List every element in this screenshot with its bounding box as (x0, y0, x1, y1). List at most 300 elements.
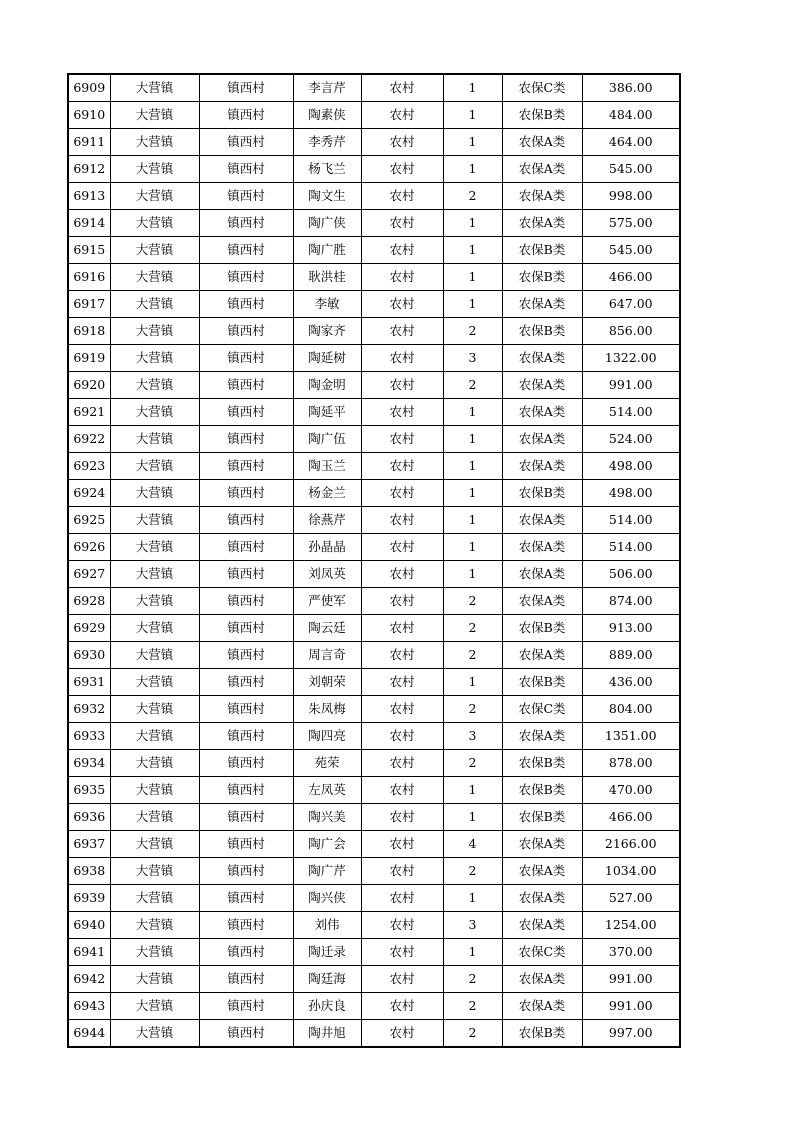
household-type-cell: 农村 (361, 74, 443, 102)
town-cell: 大营镇 (110, 885, 199, 912)
row-number-cell: 6917 (68, 291, 110, 318)
table-row (68, 74, 680, 102)
name-cell: 朱凤梅 (293, 696, 361, 723)
row-number-cell: 6934 (68, 750, 110, 777)
category-cell: 农保A类 (502, 561, 582, 588)
row-number-cell: 6942 (68, 966, 110, 993)
amount-cell: 1254.00 (582, 912, 680, 939)
name-cell: 陶云廷 (293, 615, 361, 642)
name-cell: 孙庆良 (293, 993, 361, 1020)
name-cell: 孙晶晶 (293, 534, 361, 561)
household-type-cell: 农村 (361, 750, 443, 777)
village-cell: 镇西村 (199, 669, 293, 696)
name-cell: 刘伟 (293, 912, 361, 939)
household-type-cell: 农村 (361, 426, 443, 453)
village-cell: 镇西村 (199, 210, 293, 237)
row-number-cell: 6925 (68, 507, 110, 534)
member-count-cell: 1 (443, 804, 502, 831)
category-cell: 农保B类 (502, 264, 582, 291)
table-row (68, 561, 680, 588)
household-type-cell: 农村 (361, 102, 443, 129)
amount-cell: 575.00 (582, 210, 680, 237)
village-cell: 镇西村 (199, 318, 293, 345)
town-cell: 大营镇 (110, 74, 199, 102)
amount-cell: 545.00 (582, 156, 680, 183)
household-type-cell: 农村 (361, 831, 443, 858)
row-number-cell: 6909 (68, 74, 110, 102)
table-row (68, 129, 680, 156)
document-sheet (67, 73, 681, 1048)
town-cell: 大营镇 (110, 534, 199, 561)
member-count-cell: 2 (443, 696, 502, 723)
member-count-cell: 4 (443, 831, 502, 858)
table-row (68, 588, 680, 615)
member-count-cell: 2 (443, 183, 502, 210)
category-cell: 农保B类 (502, 669, 582, 696)
row-number-cell: 6930 (68, 642, 110, 669)
table-row (68, 102, 680, 129)
table-row (68, 291, 680, 318)
name-cell: 陶廷海 (293, 966, 361, 993)
name-cell: 陶素侠 (293, 102, 361, 129)
village-cell: 镇西村 (199, 939, 293, 966)
allowance-table (67, 73, 681, 1048)
amount-cell: 878.00 (582, 750, 680, 777)
category-cell: 农保A类 (502, 966, 582, 993)
name-cell: 陶广胜 (293, 237, 361, 264)
village-cell: 镇西村 (199, 426, 293, 453)
table-row (68, 777, 680, 804)
table-row (68, 939, 680, 966)
name-cell: 李秀芹 (293, 129, 361, 156)
name-cell: 陶四亮 (293, 723, 361, 750)
name-cell: 陶迁录 (293, 939, 361, 966)
name-cell: 严使军 (293, 588, 361, 615)
name-cell: 陶金明 (293, 372, 361, 399)
category-cell: 农保B类 (502, 102, 582, 129)
category-cell: 农保A类 (502, 858, 582, 885)
town-cell: 大营镇 (110, 426, 199, 453)
row-number-cell: 6933 (68, 723, 110, 750)
row-number-cell: 6936 (68, 804, 110, 831)
row-number-cell: 6943 (68, 993, 110, 1020)
amount-cell: 464.00 (582, 129, 680, 156)
town-cell: 大营镇 (110, 561, 199, 588)
table-row (68, 993, 680, 1020)
amount-cell: 991.00 (582, 966, 680, 993)
amount-cell: 804.00 (582, 696, 680, 723)
amount-cell: 370.00 (582, 939, 680, 966)
member-count-cell: 1 (443, 777, 502, 804)
category-cell: 农保B类 (502, 1020, 582, 1048)
amount-cell: 647.00 (582, 291, 680, 318)
household-type-cell: 农村 (361, 345, 443, 372)
town-cell: 大营镇 (110, 912, 199, 939)
category-cell: 农保C类 (502, 74, 582, 102)
town-cell: 大营镇 (110, 291, 199, 318)
amount-cell: 997.00 (582, 1020, 680, 1048)
member-count-cell: 1 (443, 129, 502, 156)
town-cell: 大营镇 (110, 615, 199, 642)
household-type-cell: 农村 (361, 723, 443, 750)
amount-cell: 998.00 (582, 183, 680, 210)
table-row (68, 372, 680, 399)
table-row (68, 831, 680, 858)
amount-cell: 514.00 (582, 399, 680, 426)
household-type-cell: 农村 (361, 939, 443, 966)
village-cell: 镇西村 (199, 1020, 293, 1048)
table-row (68, 912, 680, 939)
category-cell: 农保B类 (502, 777, 582, 804)
name-cell: 李敏 (293, 291, 361, 318)
member-count-cell: 1 (443, 885, 502, 912)
row-number-cell: 6914 (68, 210, 110, 237)
row-number-cell: 6923 (68, 453, 110, 480)
row-number-cell: 6910 (68, 102, 110, 129)
category-cell: 农保A类 (502, 453, 582, 480)
village-cell: 镇西村 (199, 804, 293, 831)
amount-cell: 545.00 (582, 237, 680, 264)
member-count-cell: 2 (443, 858, 502, 885)
household-type-cell: 农村 (361, 507, 443, 534)
amount-cell: 514.00 (582, 507, 680, 534)
row-number-cell: 6919 (68, 345, 110, 372)
village-cell: 镇西村 (199, 507, 293, 534)
village-cell: 镇西村 (199, 399, 293, 426)
town-cell: 大营镇 (110, 966, 199, 993)
town-cell: 大营镇 (110, 210, 199, 237)
member-count-cell: 1 (443, 237, 502, 264)
row-number-cell: 6912 (68, 156, 110, 183)
village-cell: 镇西村 (199, 264, 293, 291)
village-cell: 镇西村 (199, 129, 293, 156)
amount-cell: 1351.00 (582, 723, 680, 750)
row-number-cell: 6921 (68, 399, 110, 426)
category-cell: 农保A类 (502, 399, 582, 426)
table-row (68, 156, 680, 183)
household-type-cell: 农村 (361, 480, 443, 507)
member-count-cell: 1 (443, 534, 502, 561)
category-cell: 农保A类 (502, 426, 582, 453)
member-count-cell: 1 (443, 939, 502, 966)
town-cell: 大营镇 (110, 1020, 199, 1048)
town-cell: 大营镇 (110, 480, 199, 507)
row-number-cell: 6937 (68, 831, 110, 858)
table-row (68, 399, 680, 426)
name-cell: 陶延树 (293, 345, 361, 372)
table-row (68, 318, 680, 345)
household-type-cell: 农村 (361, 129, 443, 156)
category-cell: 农保A类 (502, 507, 582, 534)
category-cell: 农保A类 (502, 723, 582, 750)
table-row (68, 642, 680, 669)
amount-cell: 991.00 (582, 993, 680, 1020)
town-cell: 大营镇 (110, 696, 199, 723)
household-type-cell: 农村 (361, 291, 443, 318)
household-type-cell: 农村 (361, 534, 443, 561)
amount-cell: 991.00 (582, 372, 680, 399)
village-cell: 镇西村 (199, 993, 293, 1020)
household-type-cell: 农村 (361, 804, 443, 831)
category-cell: 农保A类 (502, 885, 582, 912)
village-cell: 镇西村 (199, 561, 293, 588)
town-cell: 大营镇 (110, 372, 199, 399)
row-number-cell: 6920 (68, 372, 110, 399)
household-type-cell: 农村 (361, 588, 443, 615)
row-number-cell: 6944 (68, 1020, 110, 1048)
household-type-cell: 农村 (361, 561, 443, 588)
amount-cell: 874.00 (582, 588, 680, 615)
category-cell: 农保A类 (502, 372, 582, 399)
category-cell: 农保A类 (502, 642, 582, 669)
village-cell: 镇西村 (199, 102, 293, 129)
name-cell: 杨飞兰 (293, 156, 361, 183)
amount-cell: 889.00 (582, 642, 680, 669)
village-cell: 镇西村 (199, 372, 293, 399)
member-count-cell: 2 (443, 1020, 502, 1048)
name-cell: 徐燕芹 (293, 507, 361, 534)
amount-cell: 506.00 (582, 561, 680, 588)
amount-cell: 498.00 (582, 480, 680, 507)
household-type-cell: 农村 (361, 858, 443, 885)
member-count-cell: 1 (443, 210, 502, 237)
row-number-cell: 6941 (68, 939, 110, 966)
amount-cell: 470.00 (582, 777, 680, 804)
table-row (68, 669, 680, 696)
row-number-cell: 6915 (68, 237, 110, 264)
table-row (68, 480, 680, 507)
member-count-cell: 1 (443, 561, 502, 588)
household-type-cell: 农村 (361, 777, 443, 804)
village-cell: 镇西村 (199, 885, 293, 912)
category-cell: 农保A类 (502, 291, 582, 318)
amount-cell: 913.00 (582, 615, 680, 642)
household-type-cell: 农村 (361, 642, 443, 669)
amount-cell: 386.00 (582, 74, 680, 102)
table-row (68, 507, 680, 534)
member-count-cell: 2 (443, 372, 502, 399)
category-cell: 农保A类 (502, 156, 582, 183)
row-number-cell: 6935 (68, 777, 110, 804)
village-cell: 镇西村 (199, 750, 293, 777)
member-count-cell: 2 (443, 966, 502, 993)
town-cell: 大营镇 (110, 588, 199, 615)
amount-cell: 524.00 (582, 426, 680, 453)
table-row (68, 453, 680, 480)
category-cell: 农保B类 (502, 750, 582, 777)
amount-cell: 466.00 (582, 264, 680, 291)
household-type-cell: 农村 (361, 264, 443, 291)
town-cell: 大营镇 (110, 345, 199, 372)
town-cell: 大营镇 (110, 102, 199, 129)
name-cell: 周言奇 (293, 642, 361, 669)
village-cell: 镇西村 (199, 480, 293, 507)
name-cell: 左凤英 (293, 777, 361, 804)
category-cell: 农保A类 (502, 912, 582, 939)
household-type-cell: 农村 (361, 372, 443, 399)
category-cell: 农保B类 (502, 480, 582, 507)
town-cell: 大营镇 (110, 183, 199, 210)
member-count-cell: 1 (443, 291, 502, 318)
town-cell: 大营镇 (110, 318, 199, 345)
row-number-cell: 6916 (68, 264, 110, 291)
category-cell: 农保B类 (502, 615, 582, 642)
row-number-cell: 6922 (68, 426, 110, 453)
amount-cell: 484.00 (582, 102, 680, 129)
village-cell: 镇西村 (199, 74, 293, 102)
member-count-cell: 2 (443, 318, 502, 345)
village-cell: 镇西村 (199, 237, 293, 264)
name-cell: 苑荣 (293, 750, 361, 777)
household-type-cell: 农村 (361, 1020, 443, 1048)
household-type-cell: 农村 (361, 318, 443, 345)
name-cell: 陶家齐 (293, 318, 361, 345)
table-row (68, 264, 680, 291)
name-cell: 陶广伍 (293, 426, 361, 453)
household-type-cell: 农村 (361, 237, 443, 264)
member-count-cell: 1 (443, 156, 502, 183)
category-cell: 农保C类 (502, 939, 582, 966)
table-row (68, 426, 680, 453)
amount-cell: 1322.00 (582, 345, 680, 372)
member-count-cell: 2 (443, 588, 502, 615)
town-cell: 大营镇 (110, 750, 199, 777)
village-cell: 镇西村 (199, 966, 293, 993)
table-row (68, 210, 680, 237)
village-cell: 镇西村 (199, 858, 293, 885)
row-number-cell: 6940 (68, 912, 110, 939)
household-type-cell: 农村 (361, 696, 443, 723)
name-cell: 陶兴美 (293, 804, 361, 831)
village-cell: 镇西村 (199, 156, 293, 183)
village-cell: 镇西村 (199, 534, 293, 561)
table-row (68, 183, 680, 210)
household-type-cell: 农村 (361, 156, 443, 183)
village-cell: 镇西村 (199, 831, 293, 858)
name-cell: 陶兴侠 (293, 885, 361, 912)
town-cell: 大营镇 (110, 858, 199, 885)
category-cell: 农保A类 (502, 993, 582, 1020)
name-cell: 陶玉兰 (293, 453, 361, 480)
category-cell: 农保C类 (502, 696, 582, 723)
member-count-cell: 1 (443, 480, 502, 507)
name-cell: 刘凤英 (293, 561, 361, 588)
member-count-cell: 3 (443, 912, 502, 939)
category-cell: 农保A类 (502, 831, 582, 858)
name-cell: 陶延平 (293, 399, 361, 426)
name-cell: 杨金兰 (293, 480, 361, 507)
row-number-cell: 6938 (68, 858, 110, 885)
member-count-cell: 1 (443, 264, 502, 291)
table-row (68, 534, 680, 561)
member-count-cell: 1 (443, 426, 502, 453)
amount-cell: 514.00 (582, 534, 680, 561)
row-number-cell: 6928 (68, 588, 110, 615)
town-cell: 大营镇 (110, 777, 199, 804)
category-cell: 农保A类 (502, 534, 582, 561)
table-row (68, 723, 680, 750)
table-row (68, 858, 680, 885)
town-cell: 大营镇 (110, 156, 199, 183)
member-count-cell: 2 (443, 642, 502, 669)
category-cell: 农保A类 (502, 183, 582, 210)
household-type-cell: 农村 (361, 210, 443, 237)
name-cell: 陶广会 (293, 831, 361, 858)
name-cell: 陶广芹 (293, 858, 361, 885)
household-type-cell: 农村 (361, 912, 443, 939)
table-row (68, 345, 680, 372)
member-count-cell: 2 (443, 750, 502, 777)
town-cell: 大营镇 (110, 129, 199, 156)
member-count-cell: 3 (443, 345, 502, 372)
member-count-cell: 2 (443, 993, 502, 1020)
household-type-cell: 农村 (361, 966, 443, 993)
town-cell: 大营镇 (110, 804, 199, 831)
household-type-cell: 农村 (361, 453, 443, 480)
table-row (68, 750, 680, 777)
village-cell: 镇西村 (199, 723, 293, 750)
amount-cell: 436.00 (582, 669, 680, 696)
member-count-cell: 3 (443, 723, 502, 750)
town-cell: 大营镇 (110, 831, 199, 858)
amount-cell: 1034.00 (582, 858, 680, 885)
row-number-cell: 6929 (68, 615, 110, 642)
village-cell: 镇西村 (199, 588, 293, 615)
member-count-cell: 1 (443, 102, 502, 129)
name-cell: 刘朝荣 (293, 669, 361, 696)
member-count-cell: 2 (443, 615, 502, 642)
village-cell: 镇西村 (199, 615, 293, 642)
town-cell: 大营镇 (110, 237, 199, 264)
row-number-cell: 6927 (68, 561, 110, 588)
household-type-cell: 农村 (361, 615, 443, 642)
amount-cell: 527.00 (582, 885, 680, 912)
category-cell: 农保A类 (502, 345, 582, 372)
town-cell: 大营镇 (110, 264, 199, 291)
village-cell: 镇西村 (199, 912, 293, 939)
town-cell: 大营镇 (110, 723, 199, 750)
category-cell: 农保A类 (502, 129, 582, 156)
row-number-cell: 6924 (68, 480, 110, 507)
village-cell: 镇西村 (199, 642, 293, 669)
member-count-cell: 1 (443, 453, 502, 480)
member-count-cell: 1 (443, 669, 502, 696)
category-cell: 农保A类 (502, 210, 582, 237)
household-type-cell: 农村 (361, 993, 443, 1020)
table-row (68, 966, 680, 993)
amount-cell: 2166.00 (582, 831, 680, 858)
amount-cell: 498.00 (582, 453, 680, 480)
name-cell: 陶文生 (293, 183, 361, 210)
table-row (68, 696, 680, 723)
table-row (68, 615, 680, 642)
name-cell: 陶广侠 (293, 210, 361, 237)
member-count-cell: 1 (443, 507, 502, 534)
member-count-cell: 1 (443, 74, 502, 102)
village-cell: 镇西村 (199, 453, 293, 480)
row-number-cell: 6918 (68, 318, 110, 345)
town-cell: 大营镇 (110, 939, 199, 966)
name-cell: 李言芹 (293, 74, 361, 102)
household-type-cell: 农村 (361, 885, 443, 912)
table-row (68, 885, 680, 912)
category-cell: 农保A类 (502, 588, 582, 615)
table-row (68, 1020, 680, 1048)
name-cell: 耿洪桂 (293, 264, 361, 291)
household-type-cell: 农村 (361, 399, 443, 426)
row-number-cell: 6939 (68, 885, 110, 912)
village-cell: 镇西村 (199, 183, 293, 210)
